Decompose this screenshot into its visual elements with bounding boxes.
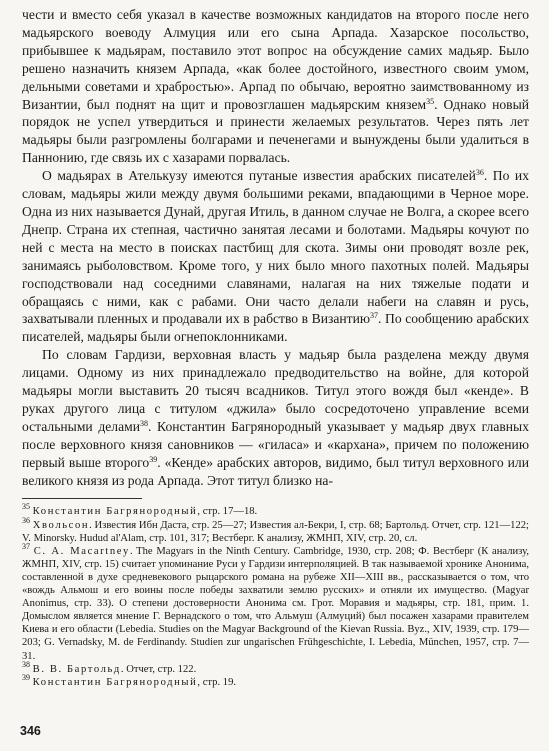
footnote-divider <box>22 498 142 499</box>
footnote-39 <box>22 672 529 689</box>
paragraph-2-text-b: . По их словам, мадьяры жили между двумя большими реками, впадающими в Черное море. Одна из них называется Дунай, другая Итиль, в данном случае не Волга, а скорее всего Днепр. Страна их степная, частично занятая лесами и болотами. Мадьяры кочуют по ней с места на место в поисках пастбищ для скота. Зимы они проводят возле рек, занимаясь рыболовством. Кроме того, у них было много пахотных полей. Мадьяры господствовали над соседними славянами, налагая на них тяжелые подати и обращаясь с ними, как с рабами. Они часто делали набеги на славян и русь, захватывали пленных и продавали их в рабство в Византию <box>22 168 529 327</box>
page-number: 346 <box>20 724 41 738</box>
paragraph-3-text-a: По словам Гардизи, верховная власть у мадьяр была разделена между двумя лицами. Одному из них принадлежало предводительство на войне, для которой мадьяры могли выставить 20 тысяч всадников. Титул этого вождя был «кенде». В руках другого лица с титулом «джила» было сосредоточено управление всеми остальными делами <box>22 347 529 434</box>
footnote-36 <box>22 515 529 545</box>
footnote-text: . The Magyars in the Ninth Century. Cambridge, 1930, стр. 208; Ф. Вестберг (К анализу, ЖМНП, XIV, стр. 15) считает упоминание Руси у Гардизи интерполяцией. В так называемой хронике Анонима, составленной в духе средневекового рыцарского романа на рубеже XII—XIII вв., рассказывается о том, что «вождь Альмош и его воины после победы захватили землю русских» и отняли их имущество. (Magyar Anonimus, стр. 33). О степени достоверности Анонима см. Грот. Моравия и мадьяры, стр. 181, прим. 1. Домыслом является мнение Г. Вернадского о том, что Альмуш (Алмуций) был посажен хазарами правителем Киева и его области (Lebedia. Studies on the Magyar Background of the Kievan Russia. Byz., XIV, 1939, стр. 179—203; G. Vernadsky, M. de Ferdinandy. Studien zur ungarischen Frühgeschichte, I. Lebedia, München, 1957, стр. 7—31. <box>22 545 529 662</box>
footnote-ref-37[interactable]: 37 <box>370 311 379 321</box>
footnote-number: 35 <box>22 502 30 512</box>
footnote-38 <box>22 659 529 676</box>
footnote-author: C. A. Macartney <box>33 545 130 557</box>
paragraph-1 <box>22 6 529 167</box>
paragraph-2-text-c: . По сообщению арабских писателей, мадьяры были огнепоклонниками. <box>22 311 529 345</box>
paragraph-3-text-c: . «Кенде» арабских авторов, видимо, был титул верховного или великого князя из рода Арпада. Этот титул близко на- <box>22 454 529 488</box>
footnote-37 <box>22 541 529 663</box>
footnote-text: . Отчет, стр. 122. <box>120 663 197 675</box>
footnote-author: Константин Багрянородный <box>32 506 198 518</box>
footnote-text: , стр. 17—18. <box>197 506 258 518</box>
paragraph-2-text-a: О мадьярах в Ателькузу имеются путаные известия арабских писателей <box>42 168 476 184</box>
paragraph-3 <box>22 346 529 489</box>
footnotes <box>22 502 529 688</box>
footnote-text: . Известия Ибн Даста, стр. 25—27; Известия ал-Бекри, I, стр. 68; Бартольд. Отчет, стр. 121—122; V. Minorsky. Hudud al'Alam, стр. 101, 317; Вестберг. К анализу, ЖМНП, XIV, стр. 20, сл. <box>22 519 529 544</box>
footnote-author: Хвольсон <box>32 519 90 531</box>
paragraph-3-text-b: . Константин Багрянородный указывает у мадьяр двух главных после верховного князя сановников — «гиласа» и «кархана», причем по положению первый выше второго <box>22 418 529 470</box>
paragraph-1-tail: . Однако новый порядок не успел утвердиться и принести желаемых результатов. Через пять лет мадьяры были разгромлены болгарами и печенегами и вынуждены были удалиться в Паннонию, где связь их с хазарами порвалась. <box>22 96 529 166</box>
paragraph-1-text: чести и вместо себя указал в качестве возможных кандидатов на второго после него мадьярского воеводу Алмуция или его сына Арпада. Хазарское посольство, прибывшее к мадьярам, поставило этот вопрос на обсуждение самих мадьяр. Было решено назначить князем Арпада, «как более достойного, известного своим умом, дельными советами и храбростью». Арпад по обычаю, вероятно заимствованному из Византии, был поднят на щит и провозглашен мадьярским князем <box>22 7 529 112</box>
footnote-text: , стр. 19. <box>197 676 237 688</box>
footnote-ref-39[interactable]: 39 <box>149 454 158 464</box>
footnote-author: Константин Багрянородный <box>32 676 198 688</box>
paragraph-2 <box>22 167 529 346</box>
footnote-number: 37 <box>22 541 30 551</box>
footnote-author: В. В. Бартольд <box>32 663 121 675</box>
footnote-number: 38 <box>22 659 30 669</box>
footnote-number: 39 <box>22 672 30 682</box>
footnote-number: 36 <box>22 515 30 525</box>
footnote-ref-36[interactable]: 36 <box>475 168 484 178</box>
footnote-ref-38[interactable]: 38 <box>140 418 148 428</box>
footnote-35 <box>22 502 529 518</box>
footnote-ref-35[interactable]: 35 <box>426 96 435 106</box>
